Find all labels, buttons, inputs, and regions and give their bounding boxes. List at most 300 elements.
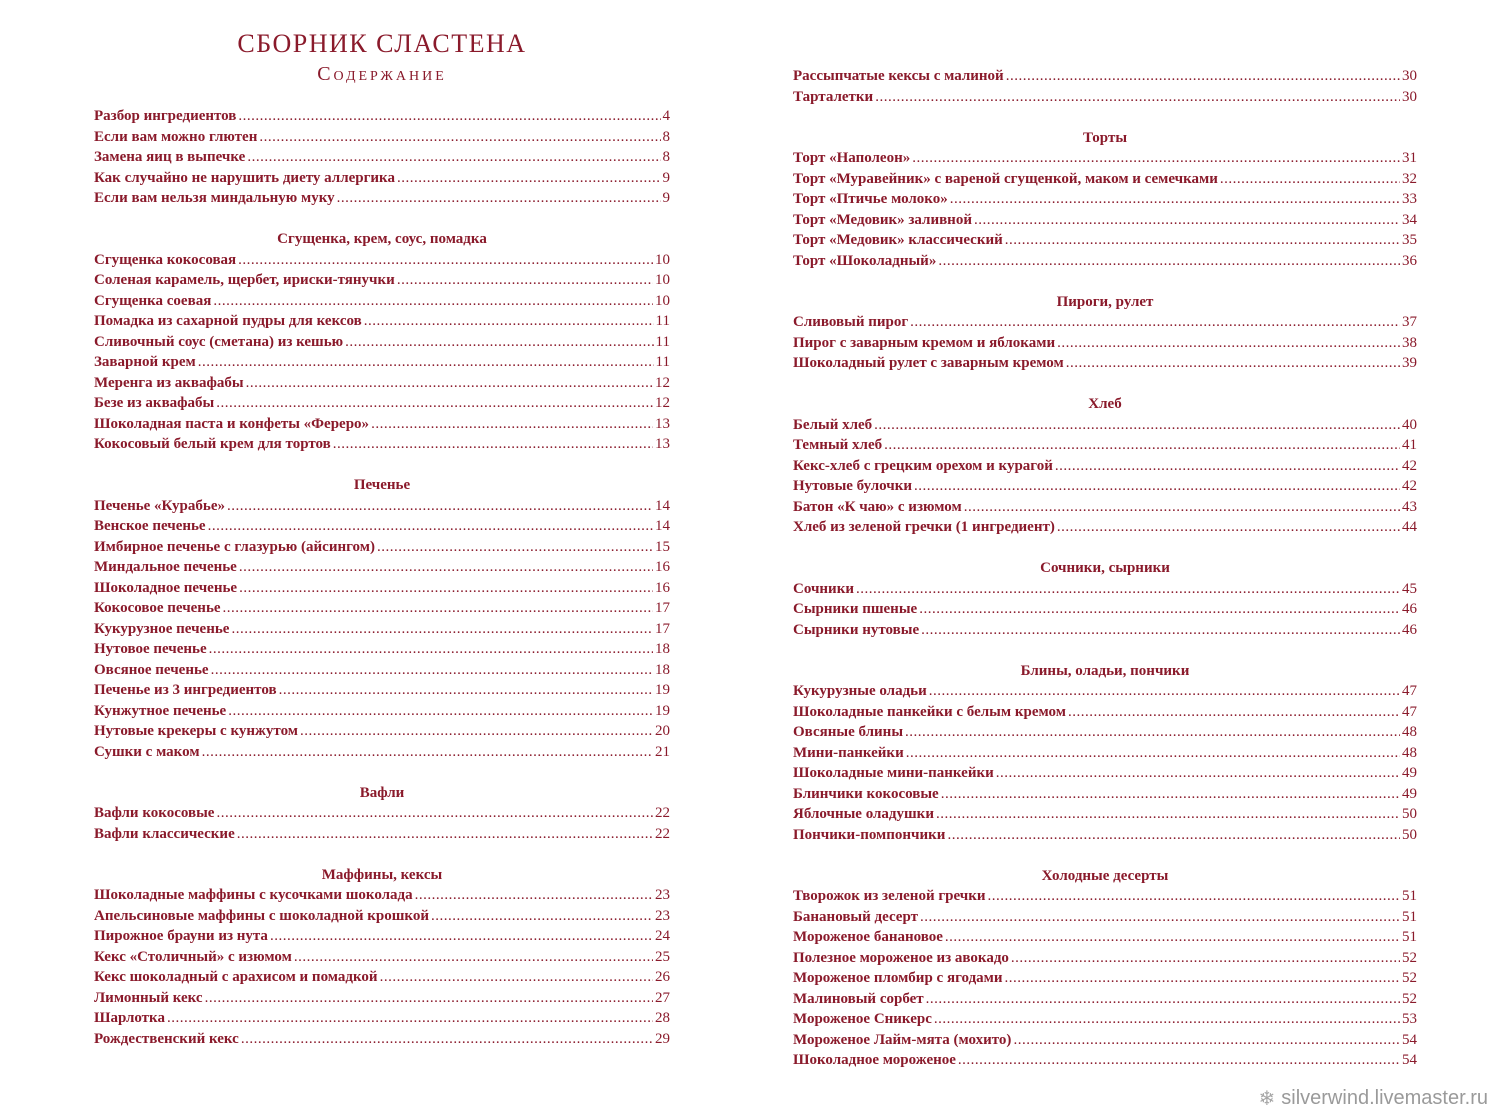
section-heading: Печенье — [353, 477, 411, 493]
entry-title: Шоколадное мороженое — [793, 1052, 956, 1068]
entry-page-number: 39 — [1402, 355, 1417, 371]
entry-title: Замена яиц в выпечке — [94, 149, 246, 165]
entry-page-number: 52 — [1402, 990, 1417, 1007]
entry-title: Имбирное печенье с глазурью (айсингом) — [94, 538, 375, 555]
toc-entry[interactable] — [94, 557, 670, 578]
entry-title: Шоколадный рулет с заварным кремом — [793, 355, 1064, 371]
entry-page-number: 33 — [1402, 191, 1417, 207]
toc-entry[interactable] — [793, 1050, 1417, 1071]
entry-page-number: 8 — [662, 128, 670, 145]
entry-title: Если вам можно глютен — [94, 128, 258, 145]
toc-entry[interactable] — [94, 742, 670, 763]
entry-page-number: 42 — [1402, 478, 1417, 494]
entry-page-number: 37 — [1402, 314, 1417, 330]
entry-title: Банановый десерт — [793, 908, 918, 925]
dot-leader — [1006, 66, 1400, 87]
entry-title: Миндальное печенье — [94, 559, 237, 575]
toc-entry[interactable] — [793, 169, 1417, 190]
entry-page-number: 14 — [655, 497, 670, 514]
toc-entry[interactable] — [94, 537, 670, 558]
toc-entry[interactable] — [793, 210, 1417, 231]
entry-page-number: 53 — [1402, 1011, 1417, 1027]
dot-leader — [941, 784, 1400, 805]
section-heading: Сочники, сырники — [1040, 560, 1170, 576]
entry-title: Мороженое Сникерс — [793, 1011, 932, 1027]
entry-title: Сушки с маком — [94, 743, 200, 760]
toc-entry[interactable] — [793, 353, 1417, 374]
book-title: СБОРНИК СЛАСТЕНА — [237, 29, 527, 58]
entry-title: Если вам нельзя миндальную муку — [94, 190, 335, 206]
section-heading: Блины, оладьи, пончики — [1020, 662, 1190, 679]
toc-entry[interactable] — [94, 106, 670, 127]
toc-entry[interactable] — [94, 885, 670, 906]
entry-title: Как случайно не нарушить диету аллергика — [94, 169, 395, 186]
dot-leader — [905, 722, 1400, 743]
dot-leader — [238, 106, 660, 127]
entry-page-number: 11 — [655, 333, 670, 350]
entry-title: Шоколадная паста и конфеты «Фереро» — [94, 415, 370, 432]
dot-leader — [875, 87, 1400, 108]
entry-page-number: 52 — [1402, 949, 1417, 966]
dot-leader — [906, 743, 1400, 764]
dot-leader — [1057, 517, 1400, 538]
toc-entry[interactable] — [94, 660, 670, 681]
toc-entry[interactable] — [94, 803, 670, 824]
toc-entry[interactable] — [94, 188, 670, 209]
entry-page-number: 19 — [655, 702, 670, 719]
toc-entry[interactable] — [793, 968, 1417, 989]
toc-entry[interactable] — [94, 147, 670, 168]
toc-entry[interactable] — [94, 311, 670, 332]
entry-page-number: 13 — [655, 436, 670, 452]
dot-leader — [377, 537, 653, 558]
dot-leader — [1066, 353, 1400, 374]
dot-leader — [950, 189, 1400, 210]
toc-entry[interactable] — [793, 189, 1417, 210]
dot-leader — [208, 516, 653, 537]
entry-page-number: 4 — [662, 108, 670, 124]
toc-entry[interactable] — [793, 476, 1417, 497]
toc-entry[interactable] — [793, 148, 1417, 169]
section-heading: Вафли — [359, 784, 405, 801]
entry-page-number: 13 — [655, 415, 670, 432]
dot-leader — [921, 620, 1400, 641]
toc-entry[interactable] — [94, 496, 670, 517]
entry-title: Безе из аквафабы — [94, 395, 215, 411]
entry-page-number: 16 — [655, 559, 670, 575]
toc-entry[interactable] — [94, 721, 670, 742]
dot-leader — [914, 476, 1400, 497]
entry-title: Шоколадные мини-панкейки — [793, 765, 994, 781]
section-heading: Холодные десерты — [1041, 867, 1169, 884]
dot-leader — [371, 414, 653, 435]
dot-leader — [945, 927, 1400, 948]
entry-title: Вафли кокосовые — [94, 805, 215, 821]
toc-section — [793, 866, 1417, 1071]
dot-leader — [239, 578, 653, 599]
dot-leader — [247, 147, 660, 168]
toc-entry[interactable] — [94, 434, 670, 455]
toc-entry[interactable] — [793, 517, 1417, 538]
toc-entry[interactable] — [94, 373, 670, 394]
entry-page-number: 35 — [1402, 232, 1417, 248]
dot-leader — [996, 763, 1400, 784]
entry-title: Сочники — [793, 580, 854, 597]
dot-leader — [919, 599, 1400, 620]
toc-entry[interactable] — [793, 620, 1417, 641]
toc-entry[interactable] — [94, 414, 670, 435]
dot-leader — [958, 1050, 1400, 1071]
dot-leader — [1055, 456, 1400, 477]
dot-leader — [270, 926, 653, 947]
entry-title: Торт «Медовик» заливной — [793, 211, 972, 228]
toc-entry[interactable] — [793, 989, 1417, 1010]
entry-title: Мороженое пломбир с ягодами — [793, 970, 1003, 986]
dot-leader — [936, 804, 1400, 825]
entry-page-number: 40 — [1402, 416, 1417, 433]
toc-entry[interactable] — [94, 1029, 670, 1050]
dot-leader — [380, 967, 653, 988]
dot-leader — [929, 681, 1400, 702]
entry-title: Блинчики кокосовые — [793, 785, 939, 802]
dot-leader — [241, 1029, 653, 1050]
toc-entry[interactable] — [94, 701, 670, 722]
entry-page-number: 9 — [662, 190, 670, 206]
dot-leader — [1220, 169, 1400, 190]
entry-page-number: 23 — [655, 887, 670, 903]
dot-leader — [237, 824, 653, 845]
toc-entry[interactable] — [94, 332, 670, 353]
entry-title: Шарлотка — [94, 1010, 165, 1026]
entry-title: Батон «К чаю» с изюмом — [793, 498, 962, 515]
entry-page-number: 41 — [1402, 437, 1417, 453]
dot-leader — [198, 352, 654, 373]
toc-section — [94, 475, 670, 762]
toc-entry[interactable] — [94, 127, 670, 148]
toc-entry[interactable] — [793, 251, 1417, 272]
toc-entry[interactable] — [793, 784, 1417, 805]
entry-page-number: 10 — [655, 292, 670, 309]
entry-title: Печенье из 3 ингредиентов — [94, 682, 277, 698]
dot-leader — [1057, 333, 1400, 354]
entry-page-number: 54 — [1402, 1031, 1417, 1048]
entry-title: Кукурузные оладьи — [793, 683, 927, 699]
dot-leader — [1005, 968, 1400, 989]
dot-leader — [1068, 702, 1400, 723]
section-heading: Пироги, рулет — [1056, 293, 1154, 310]
toc-entry[interactable] — [793, 886, 1417, 907]
toc-section — [94, 106, 670, 209]
toc-entry[interactable] — [793, 702, 1417, 723]
entry-page-number: 31 — [1402, 150, 1417, 166]
contents-subtitle: Содержание — [317, 63, 447, 85]
toc-entry[interactable] — [94, 270, 670, 291]
dot-leader — [912, 148, 1400, 169]
toc-section — [94, 229, 670, 455]
entry-page-number: 48 — [1402, 724, 1417, 740]
entry-page-number: 45 — [1402, 580, 1417, 597]
entry-page-number: 49 — [1402, 765, 1417, 781]
dot-leader — [213, 291, 653, 312]
toc-entry[interactable] — [94, 1008, 670, 1029]
dot-leader — [938, 251, 1400, 272]
toc-entry[interactable] — [793, 681, 1417, 702]
toc-section — [793, 292, 1417, 374]
toc-section — [793, 66, 1417, 107]
entry-page-number: 16 — [655, 579, 670, 596]
entry-page-number: 47 — [1402, 703, 1417, 720]
entry-page-number: 50 — [1402, 826, 1417, 843]
entry-page-number: 14 — [655, 518, 670, 534]
entry-title: Овсяное печенье — [94, 661, 209, 678]
entry-page-number: 10 — [655, 272, 670, 288]
dot-leader — [934, 1009, 1400, 1030]
entry-page-number: 30 — [1402, 68, 1417, 84]
entry-title: Сливовый пирог — [793, 314, 909, 330]
dot-leader — [279, 680, 653, 701]
entry-title: Полезное мороженое из авокадо — [793, 949, 1009, 966]
dot-leader — [1011, 948, 1400, 969]
entry-page-number: 29 — [655, 1030, 670, 1047]
entry-title: Кекс-хлеб с грецким орехом и курагой — [793, 457, 1053, 474]
dot-leader — [239, 557, 653, 578]
toc-section — [793, 558, 1417, 640]
entry-page-number: 17 — [655, 600, 670, 616]
entry-page-number: 22 — [655, 825, 670, 842]
toc-entry[interactable] — [793, 435, 1417, 456]
toc-entry[interactable] — [793, 415, 1417, 436]
dot-leader — [1005, 230, 1400, 251]
toc-entry[interactable] — [793, 66, 1417, 87]
toc-entry[interactable] — [94, 619, 670, 640]
entry-title: Нутовые булочки — [793, 478, 913, 494]
entry-page-number: 18 — [655, 641, 670, 657]
entry-title: Печенье «Курабье» — [94, 497, 225, 514]
toc-entry[interactable] — [793, 312, 1417, 333]
dot-leader — [397, 270, 653, 291]
toc-entry[interactable] — [94, 393, 670, 414]
entry-title: Торт «Наполеон» — [793, 150, 911, 166]
entry-title: Вафли классические — [94, 825, 235, 842]
entry-page-number: 12 — [655, 374, 670, 391]
entry-title: Пончики-помпончики — [793, 826, 946, 843]
entry-page-number: 15 — [655, 538, 670, 555]
toc-entry[interactable] — [94, 947, 670, 968]
dot-leader — [202, 742, 653, 763]
dot-leader — [238, 250, 653, 271]
entry-title: Шоколадное печенье — [94, 579, 238, 596]
entry-title: Овсяные блины — [793, 724, 904, 740]
entry-title: Торт «Шоколадный» — [793, 252, 937, 269]
toc-entry[interactable] — [793, 763, 1417, 784]
entry-page-number: 22 — [655, 805, 670, 821]
toc-entry[interactable] — [793, 907, 1417, 928]
entry-page-number: 11 — [655, 313, 670, 329]
toc-entry[interactable] — [94, 352, 670, 373]
dot-leader — [910, 312, 1400, 333]
dot-leader — [223, 598, 653, 619]
toc-entry[interactable] — [793, 948, 1417, 969]
entry-title: Соленая карамель, щербет, ириски-тянучки — [94, 272, 395, 288]
toc-entry[interactable] — [94, 291, 670, 312]
section-heading: Торты — [1082, 129, 1128, 146]
toc-entry[interactable] — [793, 743, 1417, 764]
dot-leader — [856, 579, 1400, 600]
entry-page-number: 50 — [1402, 806, 1417, 822]
toc-entry[interactable] — [793, 333, 1417, 354]
entry-title: Рассыпчатые кексы с малиной — [793, 68, 1004, 84]
toc-entry[interactable] — [793, 579, 1417, 600]
toc-entry[interactable] — [94, 578, 670, 599]
toc-entry[interactable] — [793, 927, 1417, 948]
entry-title: Шоколадные маффины с кусочками шоколада — [94, 887, 413, 903]
entry-title: Творожок из зеленой гречки — [793, 888, 986, 904]
entry-title: Кунжутное печенье — [94, 702, 227, 719]
toc-section — [94, 865, 670, 1050]
dot-leader — [167, 1008, 653, 1029]
entry-page-number: 11 — [655, 354, 670, 370]
entry-page-number: 23 — [655, 907, 670, 924]
dot-leader — [874, 415, 1400, 436]
dot-leader — [300, 721, 653, 742]
dot-leader — [974, 210, 1400, 231]
toc-entry[interactable] — [793, 722, 1417, 743]
entry-title: Сгущенка кокосовая — [94, 251, 237, 268]
toc-entry[interactable] — [94, 516, 670, 537]
entry-page-number: 44 — [1402, 519, 1417, 535]
entry-page-number: 32 — [1402, 170, 1417, 187]
entry-title: Пирожное брауни из нута — [94, 928, 268, 944]
entry-title: Нутовые крекеры с кунжутом — [94, 723, 299, 739]
entry-page-number: 47 — [1402, 683, 1417, 699]
entry-page-number: 8 — [662, 149, 670, 165]
toc-entry[interactable] — [94, 598, 670, 619]
entry-title: Сгущенка соевая — [94, 292, 212, 309]
dot-leader — [333, 434, 653, 455]
toc-section — [793, 128, 1417, 272]
toc-entry[interactable] — [793, 87, 1417, 108]
entry-title: Нутовое печенье — [94, 641, 207, 657]
entry-page-number: 38 — [1402, 334, 1417, 351]
section-heading: Маффины, кексы — [321, 866, 443, 883]
entry-title: Шоколадные панкейки с белым кремом — [793, 703, 1066, 720]
dot-leader — [926, 989, 1400, 1010]
toc-entry[interactable] — [793, 1009, 1417, 1030]
toc-entry[interactable] — [793, 497, 1417, 518]
toc-right-sections — [793, 66, 1417, 1071]
dot-leader — [1013, 1030, 1400, 1051]
toc-entry[interactable] — [94, 988, 670, 1009]
entry-page-number: 46 — [1402, 601, 1417, 617]
entry-title: Торт «Птичье молоко» — [793, 191, 948, 207]
entry-title: Кукурузное печенье — [94, 620, 230, 637]
toc-entry[interactable] — [793, 1030, 1417, 1051]
toc-entry[interactable] — [793, 825, 1417, 846]
entry-page-number: 20 — [655, 723, 670, 739]
entry-page-number: 18 — [655, 661, 670, 678]
toc-entry[interactable] — [94, 926, 670, 947]
toc-section — [793, 661, 1417, 846]
dot-leader — [397, 168, 661, 189]
entry-title: Лимонный кекс — [94, 989, 203, 1006]
entry-page-number: 51 — [1402, 888, 1417, 904]
dot-leader — [216, 803, 653, 824]
toc-entry[interactable] — [94, 639, 670, 660]
toc-entry[interactable] — [793, 456, 1417, 477]
entry-page-number: 49 — [1402, 785, 1417, 802]
dot-leader — [947, 825, 1400, 846]
entry-title: Яблочные оладушки — [793, 806, 934, 822]
toc-entry[interactable] — [94, 906, 670, 927]
entry-page-number: 54 — [1402, 1052, 1417, 1068]
entry-title: Торт «Муравейник» с вареной сгущенкой, маком и семечками — [793, 170, 1218, 187]
entry-page-number: 17 — [655, 620, 670, 637]
entry-title: Хлеб из зеленой гречки (1 ингредиент) — [793, 519, 1055, 535]
dot-leader — [227, 496, 653, 517]
entry-title: Сырники пшеные — [793, 601, 918, 617]
entry-title: Белый хлеб — [793, 416, 873, 433]
entry-title: Апельсиновые маффины с шоколадной крошкой — [94, 907, 429, 924]
dot-leader — [246, 373, 653, 394]
dot-leader — [209, 639, 653, 660]
toc-entry[interactable] — [94, 680, 670, 701]
entry-title: Кекс шоколадный с арахисом и помадкой — [94, 969, 378, 985]
dot-leader — [337, 188, 661, 209]
entry-page-number: 10 — [655, 251, 670, 268]
dot-leader — [259, 127, 660, 148]
toc-entry[interactable] — [94, 967, 670, 988]
section-heading: Хлеб — [1088, 396, 1122, 412]
entry-page-number: 28 — [655, 1010, 670, 1026]
entry-page-number: 25 — [655, 948, 670, 965]
entry-page-number: 21 — [655, 743, 670, 760]
entry-title: Венское печенье — [94, 518, 206, 534]
entry-page-number: 9 — [662, 169, 670, 186]
dot-leader — [231, 619, 653, 640]
dot-leader — [964, 497, 1400, 518]
entry-page-number: 19 — [655, 682, 670, 698]
entry-page-number: 27 — [655, 989, 670, 1006]
entry-title: Малиновый сорбет — [793, 990, 924, 1007]
watermark — [1259, 1086, 1489, 1111]
toc-entry[interactable] — [793, 804, 1417, 825]
dot-leader — [920, 907, 1400, 928]
entry-page-number: 24 — [655, 928, 670, 944]
toc-entry[interactable] — [793, 599, 1417, 620]
entry-title: Помадка из сахарной пудры для кексов — [94, 313, 362, 329]
entry-title: Кокосовое печенье — [94, 600, 221, 616]
toc-left-sections — [94, 106, 670, 1049]
snowflake-icon: ❄ — [1258, 1088, 1276, 1110]
entry-page-number: 46 — [1402, 621, 1417, 638]
toc-entry[interactable] — [793, 230, 1417, 251]
dot-leader — [216, 393, 653, 414]
dot-leader — [211, 660, 653, 681]
toc-entry[interactable] — [94, 250, 670, 271]
dot-leader — [364, 311, 654, 332]
entry-title: Разбор ингредиентов — [94, 108, 237, 124]
dot-leader — [415, 885, 653, 906]
entry-title: Кекс «Столичный» с изюмом — [94, 948, 292, 965]
entry-title: Тарталетки — [793, 88, 874, 105]
entry-title: Сырники нутовые — [793, 621, 920, 638]
entry-title: Мороженое Лайм-мята (мохито) — [793, 1031, 1012, 1048]
entry-page-number: 51 — [1402, 908, 1417, 925]
toc-entry[interactable] — [94, 168, 670, 189]
toc-entry[interactable] — [94, 824, 670, 845]
dot-leader — [988, 886, 1400, 907]
dot-leader — [205, 988, 653, 1009]
